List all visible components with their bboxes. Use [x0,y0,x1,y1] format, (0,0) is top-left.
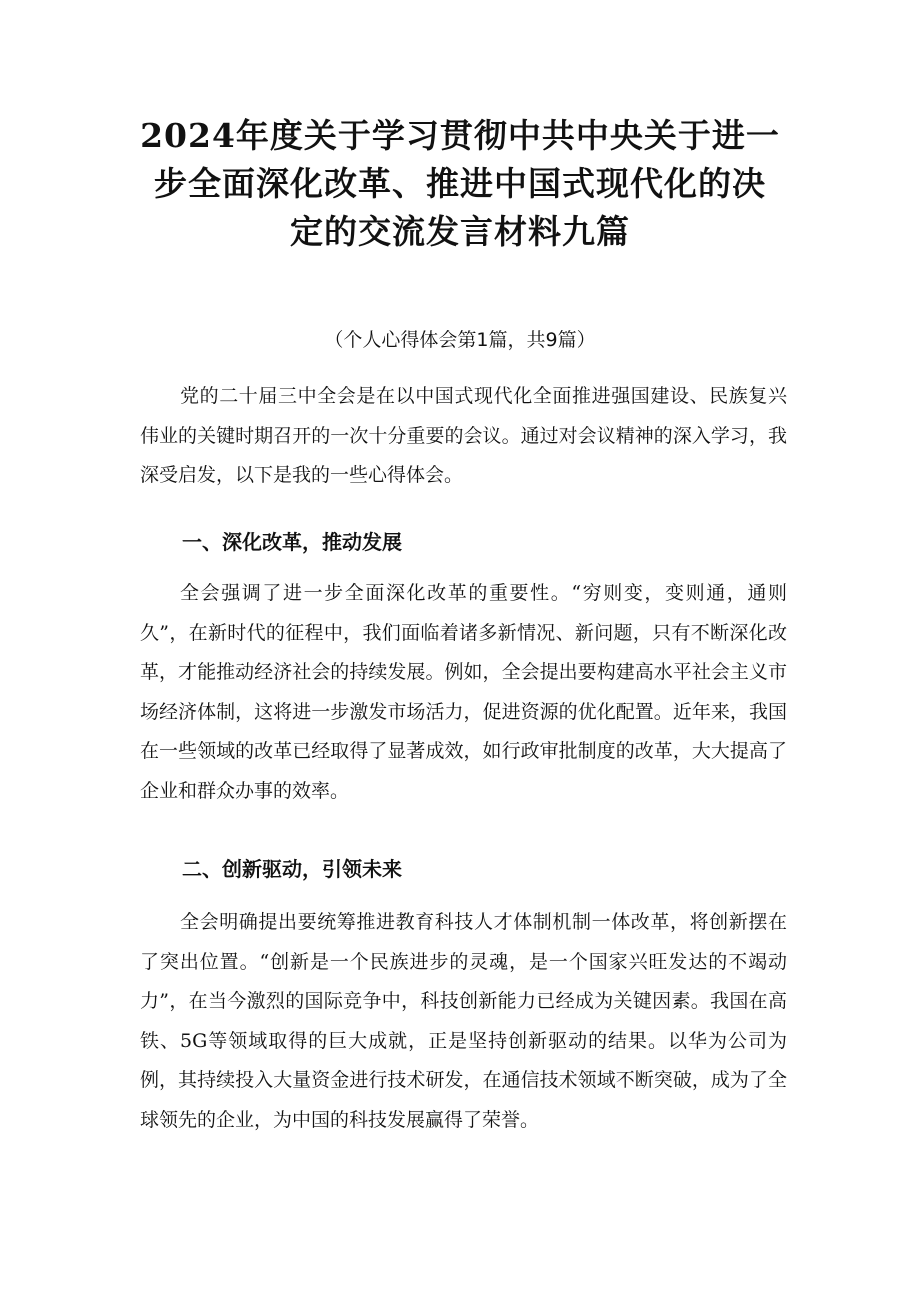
document-subtitle: （个人心得体会第1篇，共9篇） [324,329,596,351]
document-title: 2024年度关于学习贯彻中共中央关于进一步全面深化改革、推进中国式现代化的决定的交流发言材料九篇 [140,116,780,251]
section-body-2: 全会明确提出要统筹推进教育科技人才体制机制一体改革，将创新摆在了突出位置。“创新是一个民族进步的灵魂，是一个国家兴旺发达的不竭动力”，在当今激烈的国际竞争中，科技创新能力已经成为关键因素。我国在高铁、5G等领域取得的巨大成就，正是坚持创新驱动的结果。以华为公司为例，其持续投入大量资金进行技术研发，在通信技术领域不断突破，成为了全球领先的企业，为中国的科技发展赢得了荣誉。 [140,911,787,1131]
section-heading-2: 二、创新驱动，引领未来 [182,857,402,881]
section-heading-1: 一、深化改革，推动发展 [182,530,402,554]
intro-paragraph: 党的二十届三中全会是在以中国式现代化全面推进强国建设、民族复兴伟业的关键时期召开的一次十分重要的会议。通过对会议精神的深入学习，我深受启发，以下是我的一些心得体会。 [140,385,787,487]
section-body-1: 全会强调了进一步全面深化改革的重要性。“穷则变，变则通，通则久”，在新时代的征程中，我们面临着诸多新情况、新问题，只有不断深化改革，才能推动经济社会的持续发展。例如，全会提出要构建高水平社会主义市场经济体制，这将进一步激发市场活力，促进资源的优化配置。近年来，我国在一些领域的改革已经取得了显著成效，如行政审批制度的改革，大大提高了企业和群众办事的效率。 [140,582,787,802]
